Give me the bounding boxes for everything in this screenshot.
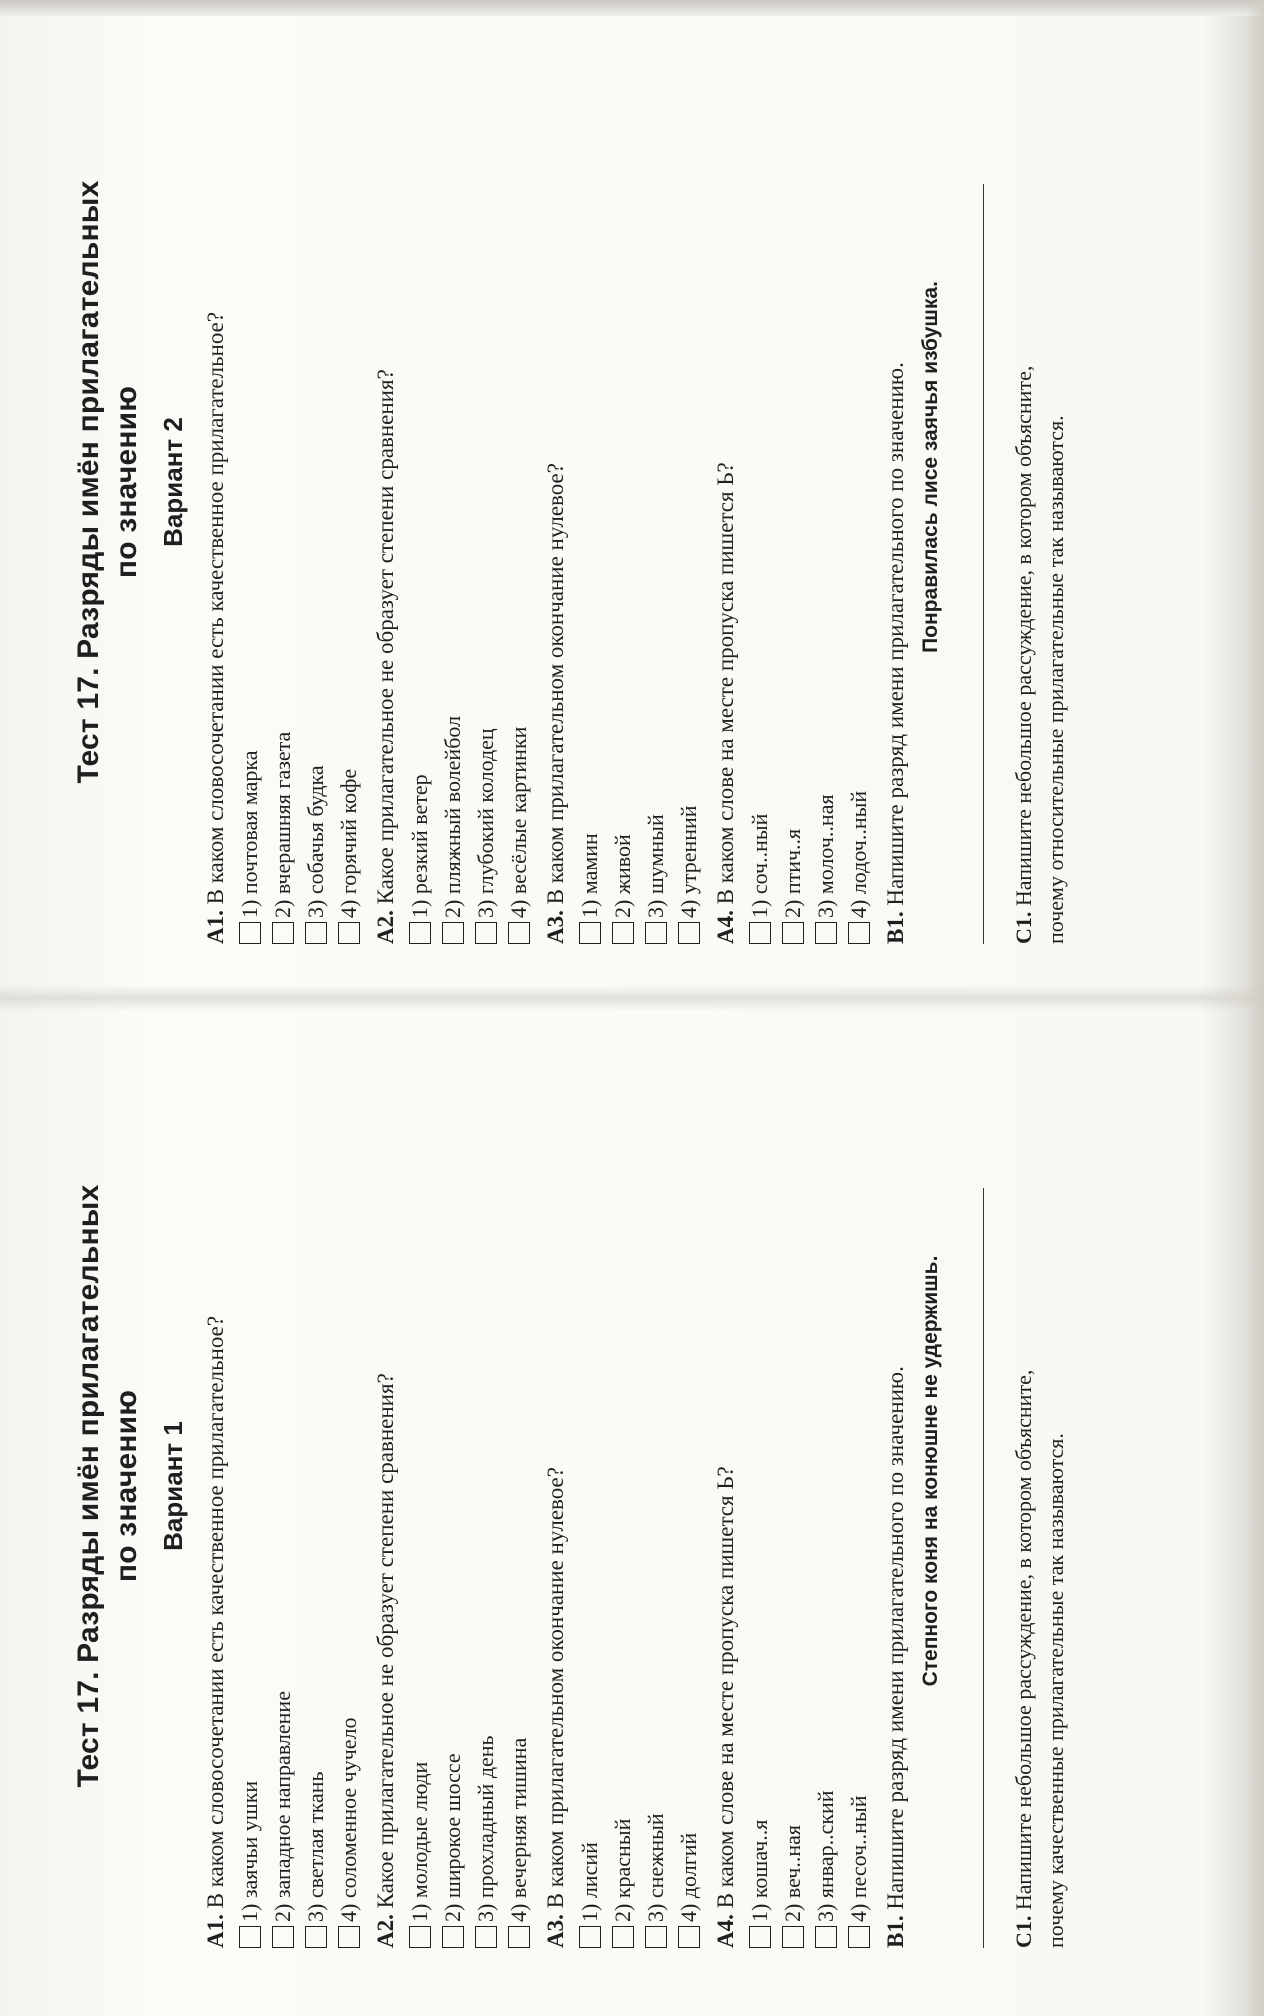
question-a1 bbox=[199, 1024, 365, 1948]
option-label: 1) соч..ный bbox=[746, 813, 772, 918]
option-label: 4) вечерняя тишина bbox=[505, 1737, 531, 1922]
checkbox[interactable] bbox=[579, 922, 601, 944]
checkbox[interactable] bbox=[848, 922, 870, 944]
checkbox[interactable] bbox=[475, 922, 497, 944]
divider-line bbox=[983, 1188, 984, 1948]
question-text: Напишите разряд имени прилагательного по значению. bbox=[883, 362, 908, 906]
divider-line bbox=[983, 184, 984, 944]
option-label: 4) весёлые картинки bbox=[505, 726, 531, 918]
test-title-line1: Тест 17. Разряды имён прилагательных bbox=[72, 1184, 105, 1788]
checkbox[interactable] bbox=[409, 1926, 431, 1948]
question-text: В каком слове на месте пропуска пишется Ь? bbox=[713, 462, 738, 905]
variant-label: Вариант 1 bbox=[158, 1421, 188, 1551]
question-a4 bbox=[709, 1024, 875, 1948]
option-label: 4) утренний bbox=[675, 805, 701, 918]
answer-option[interactable] bbox=[776, 1024, 809, 1948]
checkbox[interactable] bbox=[239, 922, 261, 944]
checkbox[interactable] bbox=[338, 1926, 360, 1948]
option-label: 1) почтовая марка bbox=[236, 750, 262, 918]
option-label: 3) глубокий колодец bbox=[472, 728, 498, 918]
checkbox[interactable] bbox=[442, 1926, 464, 1948]
answer-option[interactable] bbox=[809, 20, 842, 944]
checkbox[interactable] bbox=[475, 1926, 497, 1948]
answer-option[interactable] bbox=[332, 1024, 365, 1948]
answer-option[interactable] bbox=[299, 20, 332, 944]
page-fold bbox=[0, 985, 1264, 1011]
answer-option[interactable] bbox=[332, 20, 365, 944]
question-a3 bbox=[539, 20, 705, 944]
question-number: C1. bbox=[1011, 1915, 1036, 1948]
checkbox[interactable] bbox=[645, 1926, 667, 1948]
option-label: 3) январ..ский bbox=[812, 1790, 838, 1922]
example-sentence: Степного коня на конюшне не удержишь. bbox=[919, 1255, 942, 1687]
question-text: В каком прилагательном окончание нулевое? bbox=[543, 463, 568, 905]
option-label: 2) птич..я bbox=[779, 828, 805, 918]
checkbox[interactable] bbox=[338, 922, 360, 944]
checkbox[interactable] bbox=[749, 922, 771, 944]
question-number: A4. bbox=[713, 910, 738, 944]
checkbox[interactable] bbox=[305, 922, 327, 944]
checkbox[interactable] bbox=[782, 922, 804, 944]
test-title bbox=[70, 1024, 146, 1948]
question-number: A2. bbox=[373, 910, 398, 944]
answer-option[interactable] bbox=[776, 20, 809, 944]
checkbox[interactable] bbox=[305, 1926, 327, 1948]
checkbox[interactable] bbox=[579, 1926, 601, 1948]
question-number: B1. bbox=[883, 911, 908, 944]
question-number: A2. bbox=[373, 1914, 398, 1948]
question-text: В каком словосочетании есть качественное прилагательное? bbox=[203, 1315, 228, 1909]
question-text: Напишите разряд имени прилагательного по значению. bbox=[883, 1366, 908, 1910]
question-text: Какое прилагательное не образует степени сравнения? bbox=[373, 1373, 398, 1909]
question-text: Какое прилагательное не образует степени сравнения? bbox=[373, 369, 398, 905]
checkbox[interactable] bbox=[678, 922, 700, 944]
test-page-variant-2 bbox=[70, 10, 1220, 954]
answer-option[interactable] bbox=[266, 20, 299, 944]
question-a1 bbox=[199, 20, 365, 944]
answer-option[interactable] bbox=[502, 20, 535, 944]
option-label: 1) мамин bbox=[576, 833, 602, 918]
checkbox[interactable] bbox=[409, 922, 431, 944]
test-page-variant-1 bbox=[70, 1014, 1220, 1958]
answer-option[interactable] bbox=[573, 1024, 606, 1948]
question-number: C1. bbox=[1011, 911, 1036, 944]
question-number: A3. bbox=[543, 1914, 568, 1948]
answer-option[interactable] bbox=[842, 20, 875, 944]
answer-option[interactable] bbox=[233, 1024, 266, 1948]
answer-option[interactable] bbox=[233, 20, 266, 944]
answer-option[interactable] bbox=[842, 1024, 875, 1948]
question-text: В каком прилагательном окончание нулевое? bbox=[543, 1467, 568, 1909]
question-text-line1: Напишите небольшое рассуждение, в котором объясните, bbox=[1011, 365, 1036, 907]
question-number: B1. bbox=[883, 1915, 908, 1948]
answer-option[interactable] bbox=[639, 1024, 672, 1948]
answer-option[interactable] bbox=[672, 1024, 705, 1948]
answer-option[interactable] bbox=[606, 20, 639, 944]
answer-option[interactable] bbox=[403, 1024, 436, 1948]
option-label: 1) резкий ветер bbox=[406, 774, 432, 918]
option-label: 3) светлая ткань bbox=[302, 1771, 328, 1922]
option-label: 2) живой bbox=[609, 834, 635, 918]
option-label: 3) шумный bbox=[642, 814, 668, 918]
option-label: 1) молодые люди bbox=[406, 1761, 432, 1922]
option-label: 2) вчерашняя газета bbox=[269, 731, 295, 918]
answer-option[interactable] bbox=[469, 20, 502, 944]
test-title-line1: Тест 17. Разряды имён прилагательных bbox=[72, 180, 105, 784]
checkbox[interactable] bbox=[239, 1926, 261, 1948]
question-number: A1. bbox=[203, 1914, 228, 1948]
question-a2 bbox=[369, 1024, 535, 1948]
answer-option[interactable] bbox=[743, 20, 776, 944]
checkbox[interactable] bbox=[612, 922, 634, 944]
answer-option[interactable] bbox=[502, 1024, 535, 1948]
checkbox[interactable] bbox=[612, 1926, 634, 1948]
option-label: 1) заячьи ушки bbox=[236, 1780, 262, 1922]
question-number: A1. bbox=[203, 910, 228, 944]
option-label: 1) кошач..я bbox=[746, 1819, 772, 1922]
test-title bbox=[70, 20, 146, 944]
option-label: 3) прохладный день bbox=[472, 1735, 498, 1922]
question-a4 bbox=[709, 20, 875, 944]
question-number: A3. bbox=[543, 910, 568, 944]
option-label: 3) собачья будка bbox=[302, 765, 328, 918]
checkbox[interactable] bbox=[848, 1926, 870, 1948]
answer-option[interactable] bbox=[299, 1024, 332, 1948]
question-number: A4. bbox=[713, 1914, 738, 1948]
answer-option[interactable] bbox=[436, 1024, 469, 1948]
checkbox[interactable] bbox=[749, 1926, 771, 1948]
sheet-right-edge bbox=[1246, 0, 1264, 2016]
checkbox[interactable] bbox=[508, 922, 530, 944]
variant-label: Вариант 2 bbox=[158, 417, 188, 547]
question-c1 bbox=[1008, 20, 1072, 944]
checkbox[interactable] bbox=[678, 1926, 700, 1948]
answer-option[interactable] bbox=[573, 20, 606, 944]
option-label: 3) молоч..ная bbox=[812, 794, 838, 918]
answer-option[interactable] bbox=[606, 1024, 639, 1948]
test-title-line2: по значению bbox=[110, 1389, 143, 1583]
answer-option[interactable] bbox=[809, 1024, 842, 1948]
question-text: В каком словосочетании есть качественное прилагательное? bbox=[203, 311, 228, 905]
checkbox[interactable] bbox=[272, 922, 294, 944]
question-text-line1: Напишите небольшое рассуждение, в котором объясните, bbox=[1011, 1369, 1036, 1911]
question-c1 bbox=[1008, 1024, 1072, 1948]
checkbox[interactable] bbox=[508, 1926, 530, 1948]
checkbox[interactable] bbox=[442, 922, 464, 944]
answer-option[interactable] bbox=[266, 1024, 299, 1948]
option-label: 4) горячий кофе bbox=[335, 768, 361, 918]
checkbox[interactable] bbox=[782, 1926, 804, 1948]
option-label: 2) красный bbox=[609, 1818, 635, 1922]
option-label: 2) веч..ная bbox=[779, 1824, 805, 1922]
answer-option[interactable] bbox=[436, 20, 469, 944]
checkbox[interactable] bbox=[272, 1926, 294, 1948]
question-a2 bbox=[369, 20, 535, 944]
checkbox[interactable] bbox=[645, 922, 667, 944]
option-label: 1) лисий bbox=[576, 1842, 602, 1922]
question-text: В каком слове на месте пропуска пишется Ь? bbox=[713, 1466, 738, 1909]
option-label: 4) лодоч..ный bbox=[845, 790, 871, 918]
option-label: 2) пляжный волейбол bbox=[439, 715, 465, 918]
option-label: 4) соломенное чучело bbox=[335, 1717, 361, 1922]
option-label: 2) широкое шоссе bbox=[439, 1753, 465, 1922]
test-title-line2: по значению bbox=[110, 385, 143, 579]
question-text-line2: почему качественные прилагательные так называются. bbox=[1043, 1433, 1068, 1948]
answer-option[interactable] bbox=[672, 20, 705, 944]
example-sentence: Понравилась лисе заячья избушка. bbox=[919, 281, 942, 653]
option-label: 2) западное направление bbox=[269, 1691, 295, 1922]
option-label: 4) песоч..ный bbox=[845, 1795, 871, 1922]
answer-option[interactable] bbox=[639, 20, 672, 944]
option-label: 3) снежный bbox=[642, 1813, 668, 1922]
answer-option[interactable] bbox=[469, 1024, 502, 1948]
question-b1 bbox=[879, 1024, 943, 1948]
answer-option[interactable] bbox=[403, 20, 436, 944]
question-text-line2: почему относительные прилагательные так называются. bbox=[1043, 415, 1068, 944]
question-a3 bbox=[539, 1024, 705, 1948]
checkbox[interactable] bbox=[815, 1926, 837, 1948]
checkbox[interactable] bbox=[815, 922, 837, 944]
question-b1 bbox=[879, 20, 943, 944]
answer-option[interactable] bbox=[743, 1024, 776, 1948]
option-label: 4) долгий bbox=[675, 1832, 701, 1922]
